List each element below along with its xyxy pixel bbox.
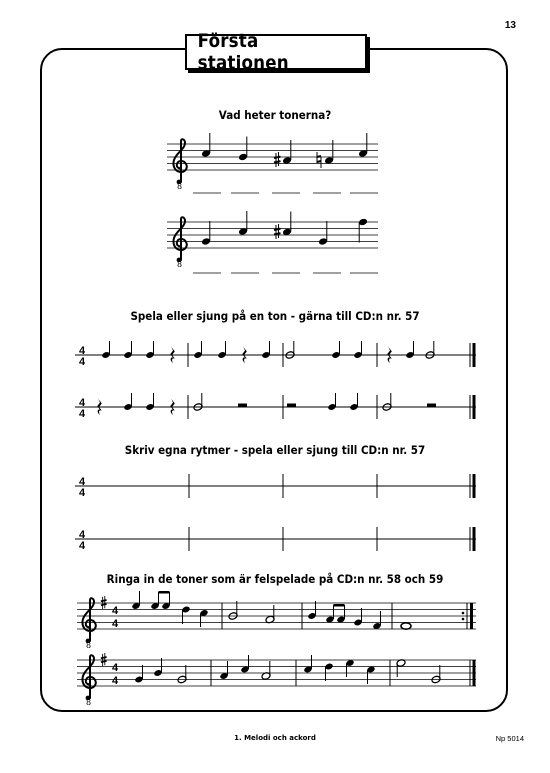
time-signature-bottom: 4 xyxy=(79,408,86,420)
time-signature-bottom: 4 xyxy=(112,618,119,630)
natural-icon xyxy=(317,152,321,168)
time-signature-top: 4 xyxy=(79,345,86,357)
octave-mark: 8 xyxy=(86,698,92,707)
half-rest-icon xyxy=(238,404,247,408)
time-signature-top: 4 xyxy=(79,529,86,541)
time-signature-top: 4 xyxy=(79,397,86,409)
time-signature-bottom: 4 xyxy=(79,540,86,552)
footer-code: Np 5014 xyxy=(495,734,524,743)
time-signature-top: 4 xyxy=(112,662,119,674)
octave-mark: 8 xyxy=(177,260,183,269)
time-signature-top: 4 xyxy=(112,605,119,617)
rhythm-line-2 xyxy=(75,393,476,420)
sharp-icon xyxy=(274,152,281,167)
octave-mark: 8 xyxy=(86,641,92,650)
section-heading-name-notes: Vad heter tonerna? xyxy=(218,108,332,122)
treble-clef-icon xyxy=(173,217,186,262)
sharp-icon xyxy=(101,596,107,609)
page-number: 13 xyxy=(504,20,516,31)
melody-staff-1 xyxy=(77,591,476,650)
sharp-icon xyxy=(274,224,281,239)
treble-clef-icon xyxy=(82,655,95,700)
time-signature-bottom: 4 xyxy=(112,675,119,687)
rhythm-line-1 xyxy=(75,341,476,368)
staff-note-names-1 xyxy=(167,133,378,193)
half-rest-icon xyxy=(287,404,296,408)
time-signature-bottom: 4 xyxy=(79,487,86,499)
treble-clef-icon xyxy=(173,139,186,184)
time-signature-bottom: 4 xyxy=(79,356,86,368)
sharp-icon xyxy=(101,653,107,666)
page-title: Första stationen xyxy=(197,30,289,74)
melody-staff-2 xyxy=(77,653,476,707)
empty-rhythm-line-1 xyxy=(75,474,476,499)
section-heading-play-rhythm: Spela eller sjung på en ton - gärna till CD:n nr. 57 xyxy=(130,309,420,323)
footer-chapter: 1. Melodi och ackord xyxy=(234,734,316,742)
half-rest-icon xyxy=(427,404,436,408)
treble-clef-icon xyxy=(82,598,95,643)
section-heading-wrong-notes: Ringa in de toner som är felspelade på CD:n nr. 58 och 59 xyxy=(106,572,444,586)
empty-rhythm-line-2 xyxy=(75,527,476,552)
section-heading-write-rhythm: Skriv egna rytmer - spela eller sjung till CD:n nr. 57 xyxy=(124,443,426,457)
time-signature-top: 4 xyxy=(79,476,86,488)
staff-note-names-2 xyxy=(167,211,378,273)
octave-mark: 8 xyxy=(177,182,183,191)
